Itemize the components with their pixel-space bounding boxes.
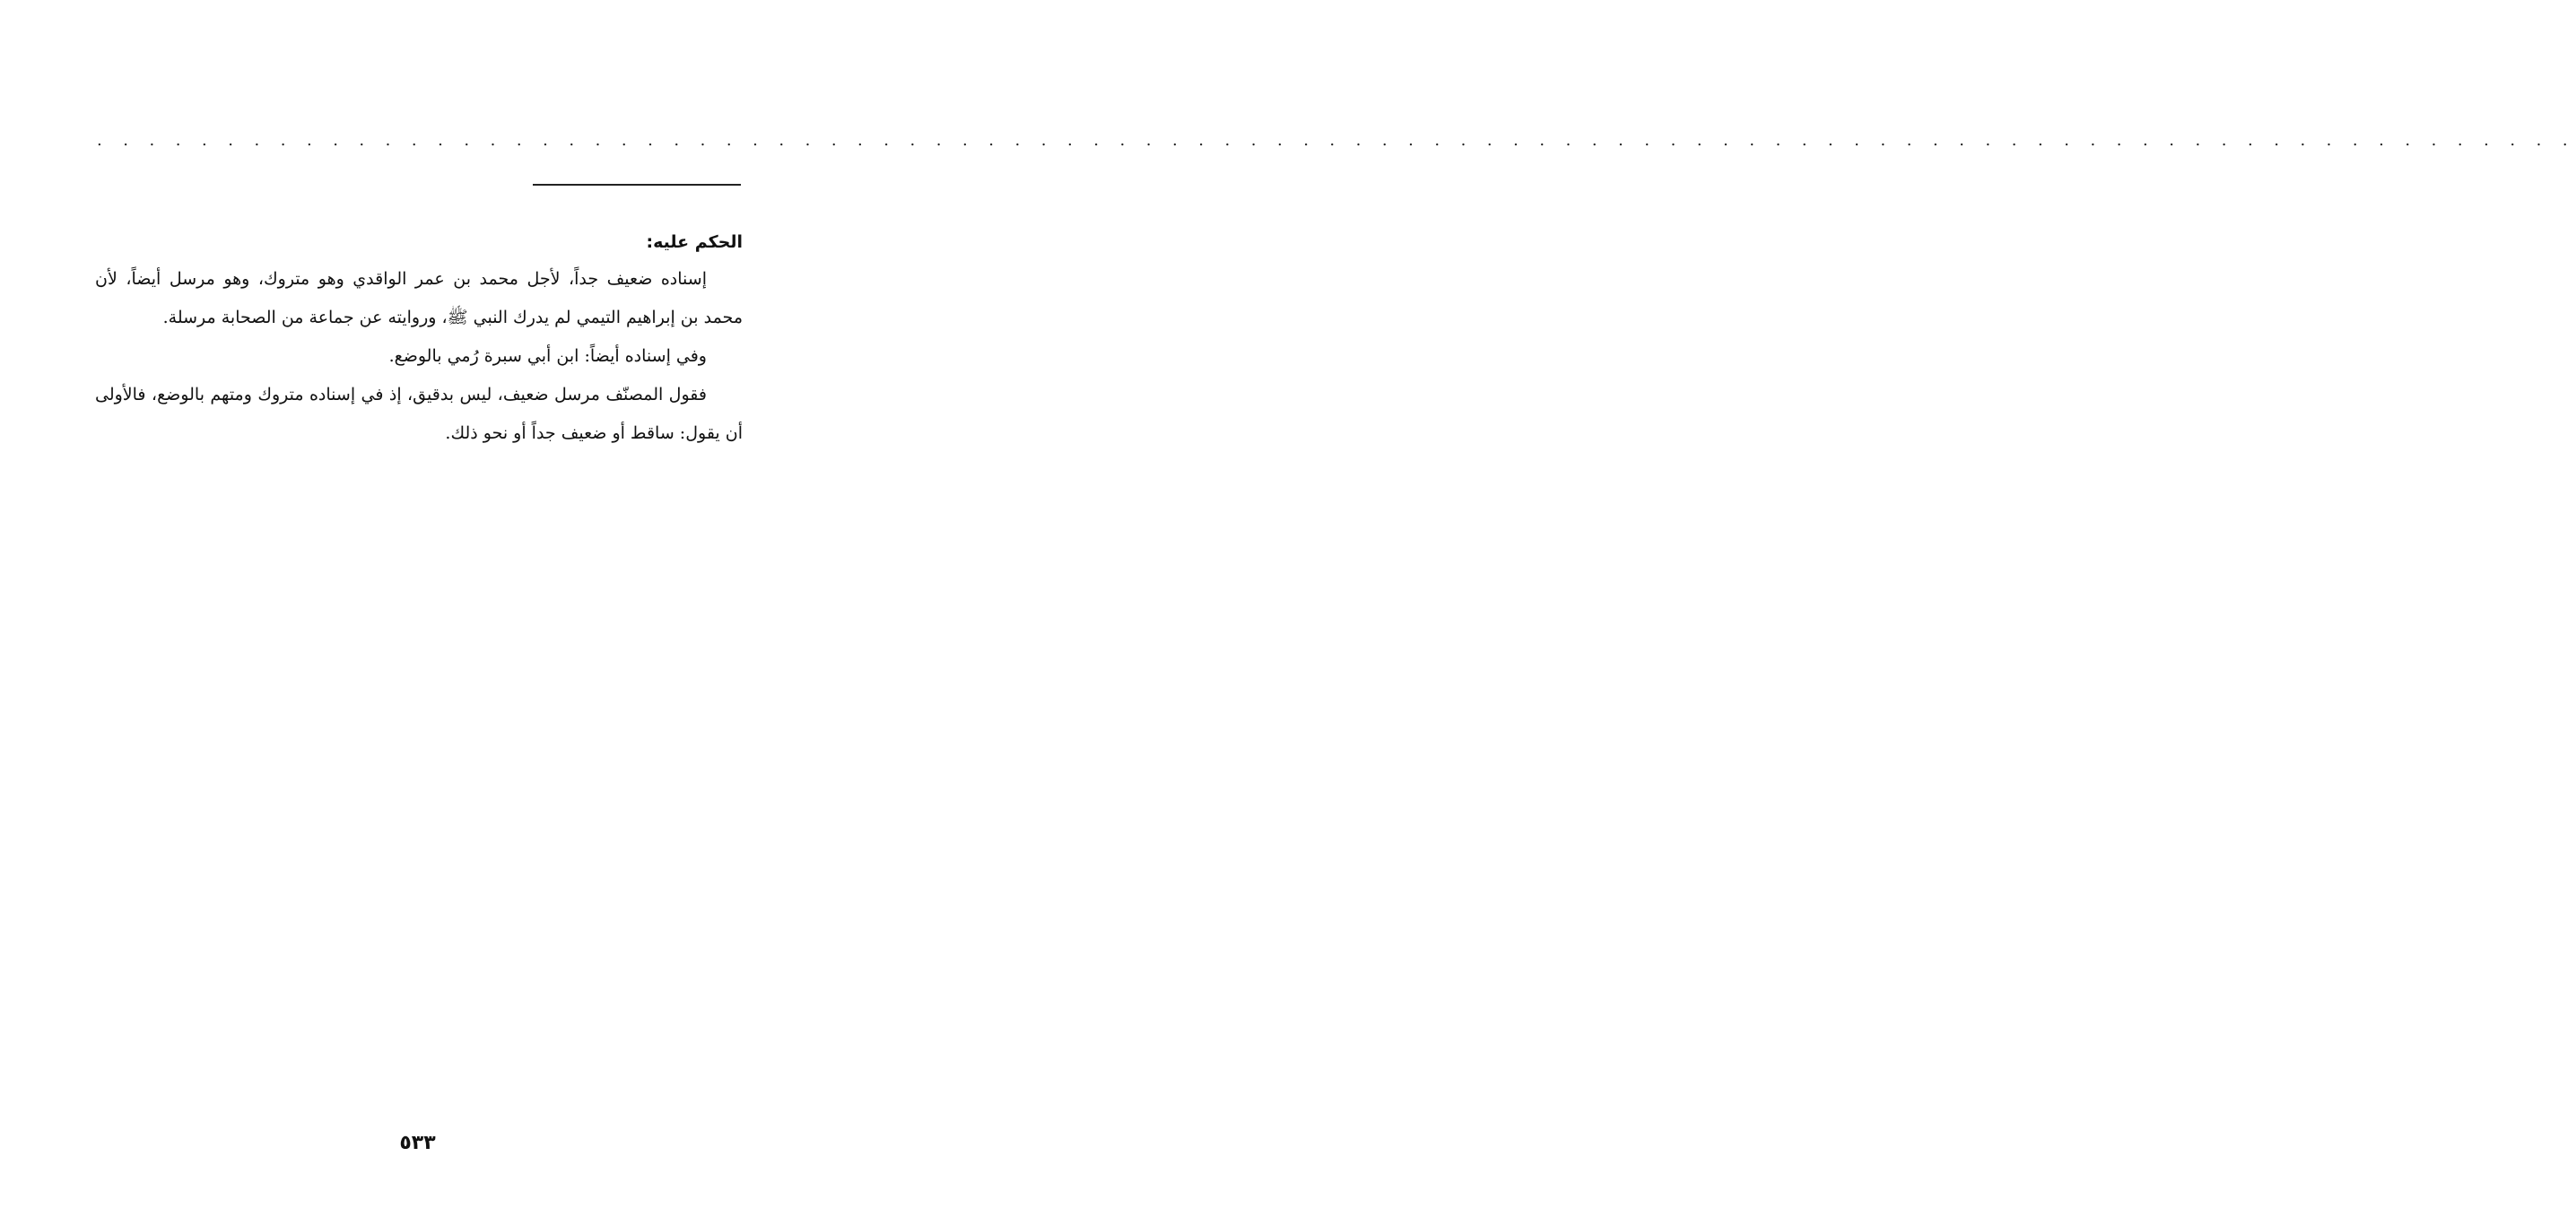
section-heading: الحكم عليه: [646,232,743,252]
paragraph-conclusion: فقول المصنّف مرسل ضعيف، ليس بدقيق، إذ في إسناده متروك ومتهم بالوضع، فالأولى أن يقول: ساقط أو ضعيف جداً أو نحو ذلك. [95,385,743,443]
footnote-rule [533,184,741,186]
page-content [95,224,743,453]
paragraph-ibn-abi-sabra: وفي إسناده أيضاً: ابن أبي سبرة رُمي بالوضع. [388,346,707,366]
page-number: ٥٣٣ [399,1132,436,1154]
paragraph-isnad: إسناده ضعيف جداً، لأجل محمد بن عمر الواقدي وهو متروك، وهو مرسل أيضاً، لأن محمد بن إبراهيم التيمي لم يدرك النبي ﷺ، وروايته عن جماعة من الصحابة مرسلة. [95,269,743,327]
dotted-separator: . . . . . . . . . . . . . . . . . . . . . . . . . . . . . . . . . . . . . . . . . . . . . . . . . . . . . . . . . . . . . . . . . . . . . . . . . . . . . . . . . . . . . . . . . . . . . . . [97,131,2576,150]
